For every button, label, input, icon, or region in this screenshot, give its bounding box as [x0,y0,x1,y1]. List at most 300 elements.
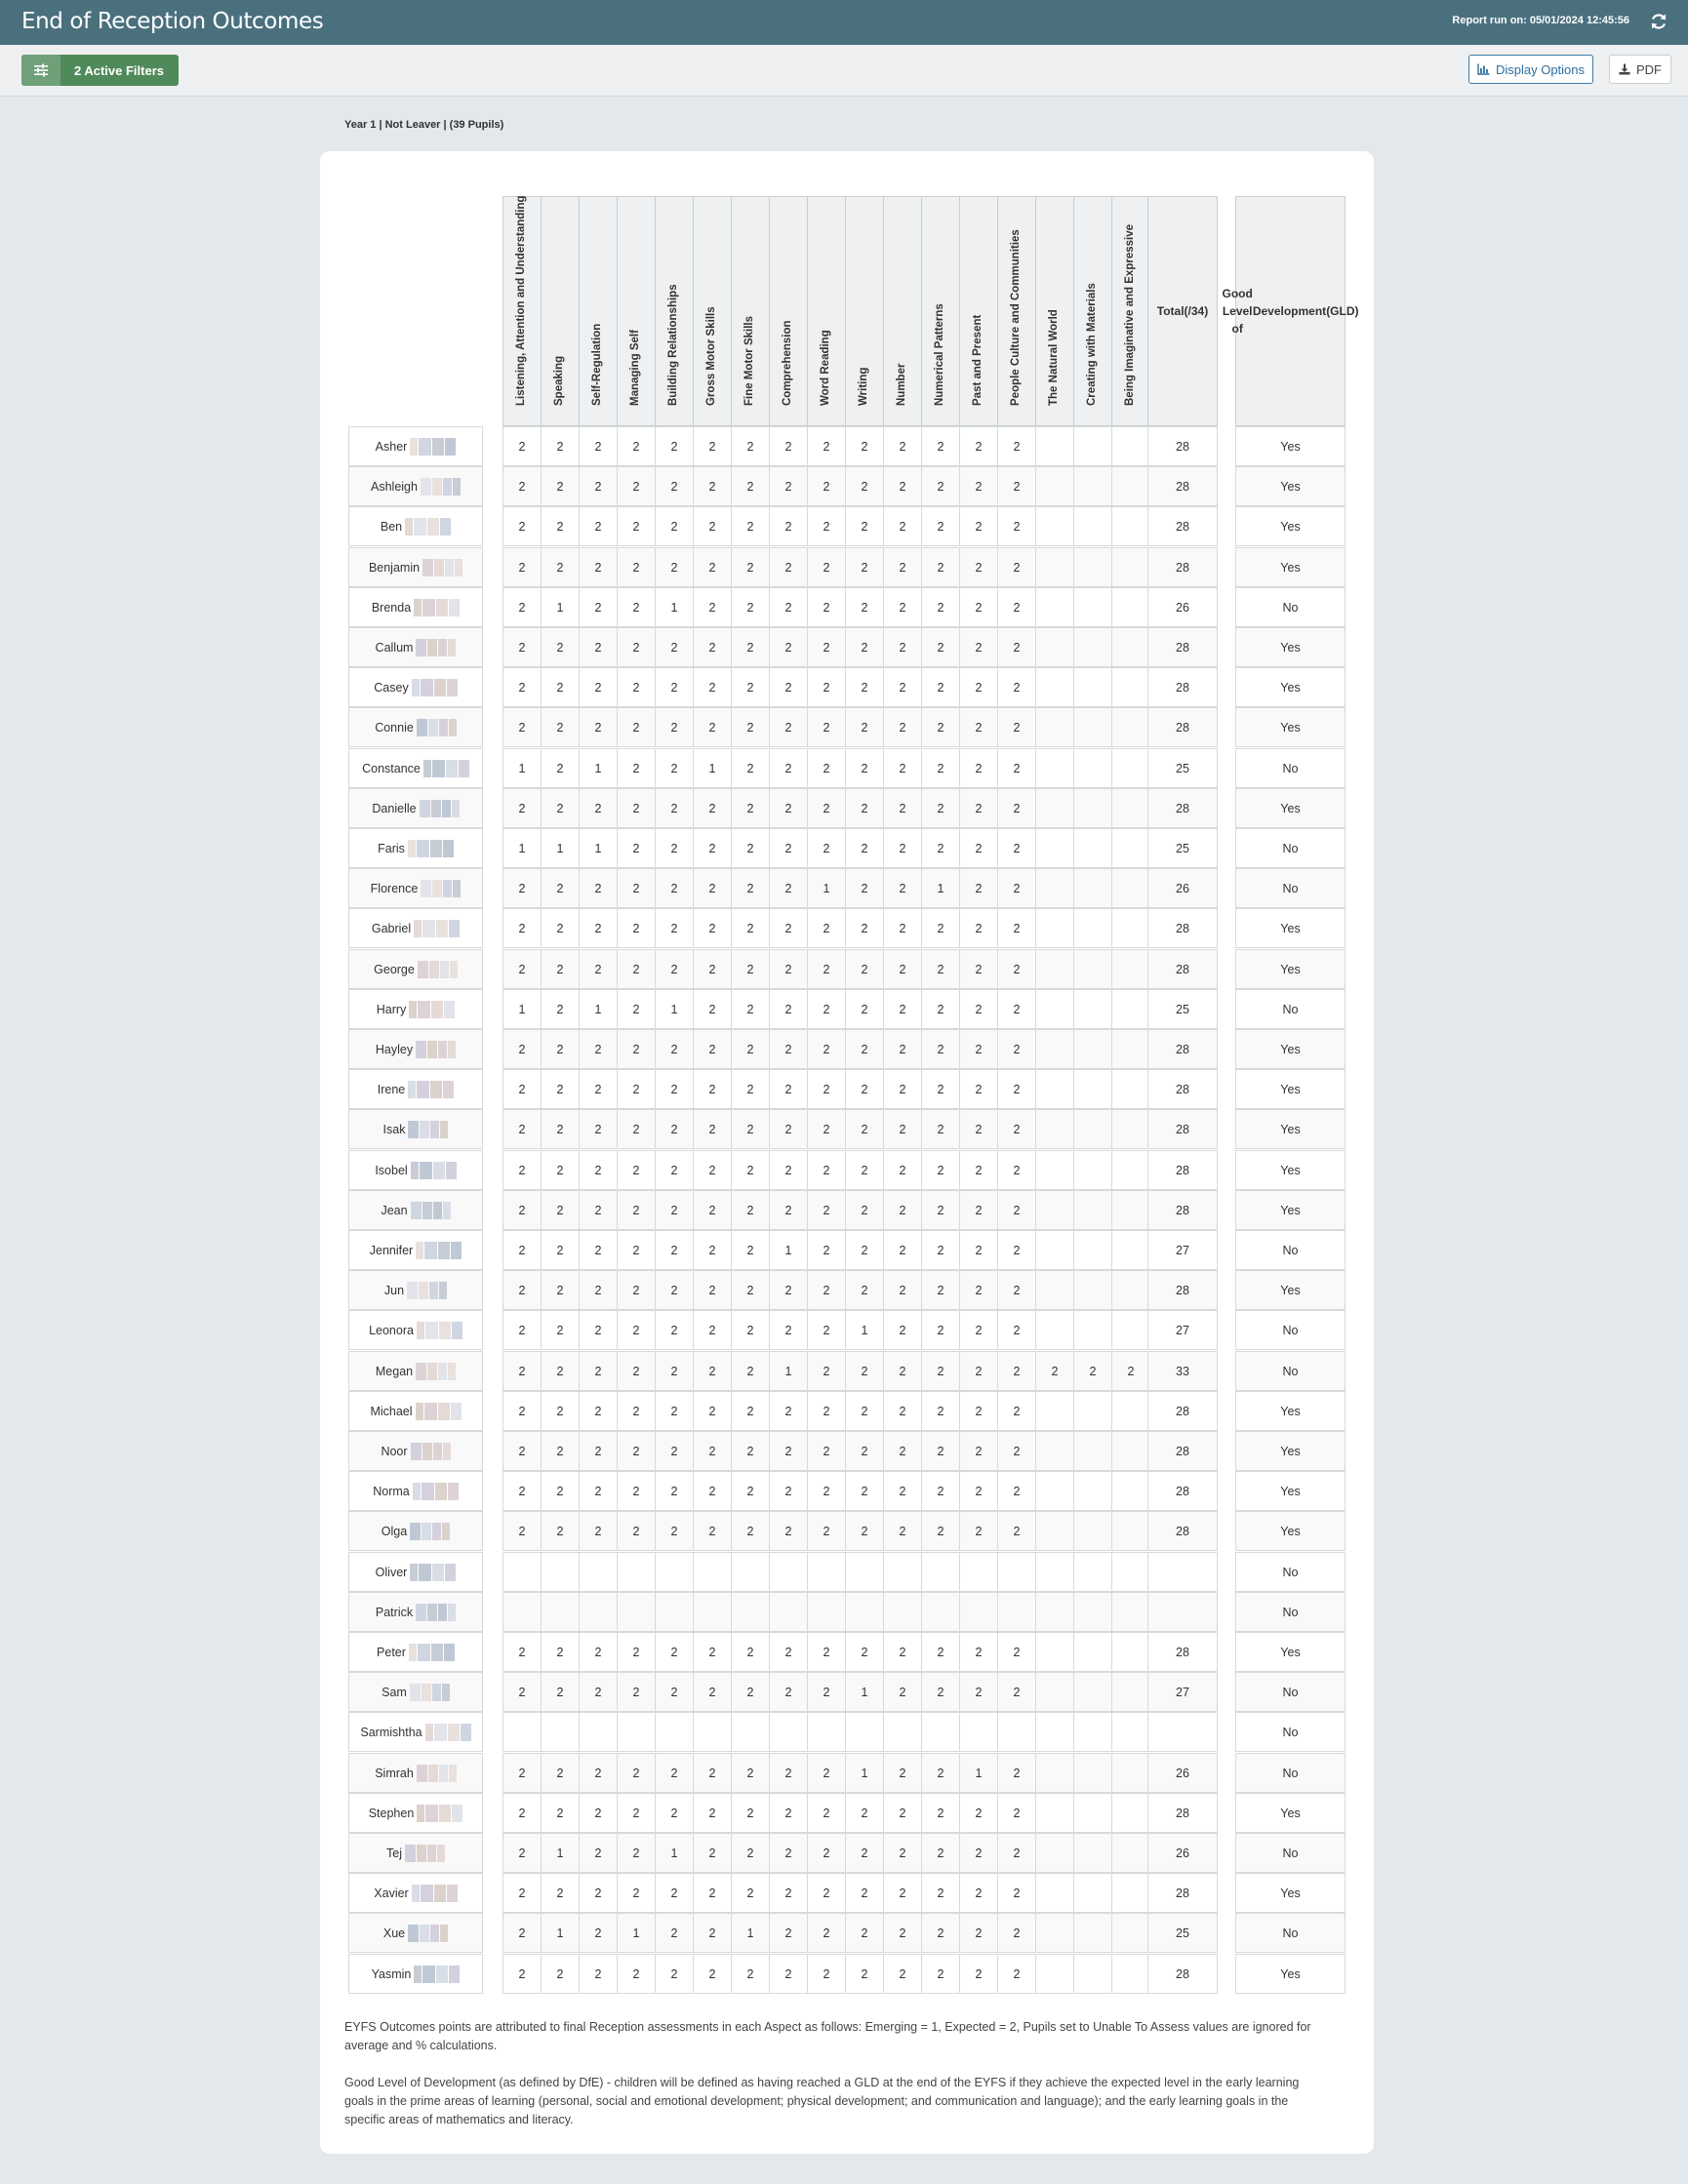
pupil-name-cell[interactable] [348,868,483,908]
pdf-button[interactable] [1609,55,1671,84]
score-cell [1111,908,1150,948]
pupil-name: Xue [382,1926,406,1940]
gld-cell: Yes [1235,1029,1346,1069]
score-cell: 2 [769,1632,808,1672]
score-cell: 2 [693,547,732,587]
score-cell: 2 [807,1913,846,1953]
score-cell: 2 [617,908,656,948]
score-cell: 2 [655,466,694,506]
active-filters-button[interactable] [21,55,179,86]
score-cell: 2 [502,1351,542,1391]
score-cell: 2 [883,1230,922,1270]
column-header-label: People Culture and Communities [1010,229,1022,406]
score-cell: 2 [579,667,618,707]
score-cell: 2 [769,989,808,1029]
score-cell [1111,748,1150,788]
pupil-name-cell[interactable] [348,1471,483,1511]
redacted-surname [417,961,458,978]
score-cell: 2 [731,627,770,667]
score-cell [1073,1954,1112,1994]
redacted-surname [407,1925,448,1942]
score-cell: 2 [997,466,1036,506]
score-cell: 2 [693,1753,732,1793]
total-cell: 26 [1147,1833,1218,1873]
score-cell [1073,1592,1112,1632]
score-cell: 2 [655,1230,694,1270]
gld-cell: Yes [1235,788,1346,828]
score-cell: 2 [807,466,846,506]
redacted-surname [413,1966,460,1983]
score-cell: 2 [731,1793,770,1833]
page-title: End of Reception Outcomes [21,9,324,34]
redacted-surname [416,1322,462,1339]
pdf-label: PDF [1636,61,1662,77]
score-cell: 2 [655,1150,694,1190]
score-cell: 2 [769,1431,808,1471]
pupil-name-cell[interactable] [348,1190,483,1230]
pupil-name-cell[interactable] [348,707,483,747]
pupil-name: Casey [374,680,409,695]
pupil-name-cell[interactable] [348,828,483,868]
score-cell: 2 [731,1511,770,1551]
download-icon [1619,63,1630,75]
score-cell [1111,1672,1150,1712]
score-cell: 2 [921,1391,960,1431]
gld-cell: No [1235,1310,1346,1350]
score-cell: 2 [769,587,808,627]
score-cell [1073,989,1112,1029]
pupil-name-cell[interactable] [348,1431,483,1471]
score-cell: 2 [807,707,846,747]
score-cell [1035,1592,1074,1632]
score-cell: 2 [579,908,618,948]
score-cell: 2 [959,1270,998,1310]
gld-cell: No [1235,989,1346,1029]
redacted-surname [422,559,462,576]
score-cell: 2 [921,748,960,788]
score-cell [1111,949,1150,989]
score-cell [1111,1391,1150,1431]
score-cell [1073,1672,1112,1712]
score-cell: 2 [921,1310,960,1350]
score-cell: 2 [959,1190,998,1230]
score-cell [617,1552,656,1592]
pupil-name-cell[interactable] [348,1793,483,1833]
redacted-surname [408,1001,455,1018]
score-cell: 2 [959,1230,998,1270]
score-cell: 2 [807,1471,846,1511]
pupil-name-cell[interactable] [348,1351,483,1391]
score-cell: 2 [655,1471,694,1511]
pupil-name-cell[interactable] [348,748,483,788]
score-cell: 2 [655,1351,694,1391]
score-cell: 2 [921,1270,960,1310]
score-cell: 2 [617,506,656,546]
score-cell: 2 [769,1672,808,1712]
pupil-name-cell[interactable] [348,1833,483,1873]
score-cell [959,1592,998,1632]
score-cell: 2 [807,1753,846,1793]
score-cell: 2 [541,1431,580,1471]
score-cell [1111,788,1150,828]
column-header [883,196,922,426]
score-cell: 2 [807,1029,846,1069]
score-cell: 2 [997,868,1036,908]
score-cell: 2 [769,1029,808,1069]
score-cell: 2 [541,506,580,546]
score-cell: 2 [731,547,770,587]
score-cell: 2 [769,1310,808,1350]
total-cell: 28 [1147,1150,1218,1190]
score-cell: 2 [731,828,770,868]
score-cell: 1 [541,1833,580,1873]
pupil-name-cell[interactable] [348,547,483,587]
total-cell: 28 [1147,1471,1218,1511]
score-cell: 2 [921,1069,960,1109]
score-cell: 1 [845,1753,884,1793]
score-cell [579,1552,618,1592]
redacted-surname [406,1282,447,1299]
score-cell: 2 [579,627,618,667]
total-cell: 28 [1147,1511,1218,1551]
score-cell [1073,1190,1112,1230]
score-cell: 2 [921,788,960,828]
column-header-label: Fine Motor Skills [744,315,755,406]
score-cell: 1 [845,1310,884,1350]
score-cell: 1 [541,1913,580,1953]
score-cell [1073,1552,1112,1592]
score-cell: 2 [502,1029,542,1069]
score-cell [1035,1431,1074,1471]
toolbar [0,45,1688,97]
score-cell: 2 [921,466,960,506]
report-subtitle: Year 1 | Not Leaver | (39 Pupils) [344,119,504,131]
pupil-name-cell[interactable] [348,1954,483,1994]
score-cell: 2 [502,1270,542,1310]
score-cell: 2 [731,1230,770,1270]
score-cell: 2 [769,828,808,868]
refresh-icon[interactable] [1649,12,1668,31]
gld-cell: Yes [1235,1873,1346,1913]
score-cell: 2 [502,1230,542,1270]
score-cell: 2 [959,1029,998,1069]
score-cell: 2 [959,1833,998,1873]
score-cell: 2 [579,506,618,546]
pupil-name-cell[interactable] [348,949,483,989]
pupil-name-cell[interactable] [348,1391,483,1431]
score-cell: 2 [693,1391,732,1431]
total-cell: 28 [1147,1873,1218,1913]
pupil-name-cell[interactable] [348,1592,483,1632]
pupil-name-cell[interactable] [348,1913,483,1953]
score-cell [1035,466,1074,506]
gld-header-line: Development [1252,304,1327,318]
score-cell [1035,1793,1074,1833]
score-cell: 2 [693,868,732,908]
score-cell [1035,1552,1074,1592]
score-cell: 2 [541,1351,580,1391]
score-cell: 2 [997,1632,1036,1672]
score-cell [959,1552,998,1592]
pupil-name-cell[interactable] [348,1109,483,1149]
gld-cell: Yes [1235,1632,1346,1672]
score-cell: 2 [997,1753,1036,1793]
score-cell [1111,466,1150,506]
score-cell: 2 [883,1511,922,1551]
pupil-name-cell[interactable] [348,426,483,466]
score-cell: 2 [693,989,732,1029]
score-cell: 1 [845,1672,884,1712]
score-cell [1073,1712,1112,1752]
score-cell [883,1592,922,1632]
total-cell: 27 [1147,1672,1218,1712]
score-cell: 2 [921,1230,960,1270]
score-cell: 2 [731,788,770,828]
score-cell: 2 [921,828,960,868]
score-cell: 2 [883,667,922,707]
score-cell: 2 [502,1471,542,1511]
pupil-name: Jean [381,1203,408,1217]
score-cell: 2 [883,1672,922,1712]
score-cell: 2 [617,587,656,627]
score-cell: 2 [807,1431,846,1471]
score-cell: 2 [693,1150,732,1190]
score-cell: 2 [502,1190,542,1230]
score-cell: 2 [807,627,846,667]
score-cell [1073,1833,1112,1873]
score-cell: 1 [541,828,580,868]
score-cell [1035,506,1074,546]
score-cell: 2 [769,506,808,546]
score-cell: 2 [959,1793,998,1833]
score-cell: 2 [921,1873,960,1913]
score-cell: 2 [997,1109,1036,1149]
column-header-label: Word Reading [820,330,831,406]
score-cell: 2 [845,1150,884,1190]
score-cell: 2 [769,1833,808,1873]
score-cell: 2 [655,1793,694,1833]
pupil-name: Leonora [369,1323,414,1337]
pupil-name-cell[interactable] [348,1672,483,1712]
score-cell: 1 [502,828,542,868]
pupil-name-cell[interactable] [348,1270,483,1310]
score-cell: 2 [807,1632,846,1672]
score-cell: 2 [541,1471,580,1511]
score-cell: 2 [883,547,922,587]
gld-cell: Yes [1235,1190,1346,1230]
score-cell: 2 [617,1029,656,1069]
gld-cell: No [1235,1351,1346,1391]
pupil-name-cell[interactable] [348,908,483,948]
score-cell: 2 [769,466,808,506]
score-cell: 2 [617,1351,656,1391]
pupil-name: Tej [386,1846,402,1860]
redacted-surname [413,920,460,937]
score-cell [541,1552,580,1592]
pupil-name-cell[interactable] [348,667,483,707]
gld-cell: Yes [1235,426,1346,466]
score-cell [1111,1712,1150,1752]
pupil-name-cell[interactable] [348,1873,483,1913]
column-header [731,196,770,426]
pupil-name-cell[interactable] [348,506,483,546]
score-cell [997,1712,1036,1752]
score-cell [1111,1511,1150,1551]
pupil-name-cell[interactable] [348,1310,483,1350]
score-cell: 2 [883,1873,922,1913]
score-cell [1035,707,1074,747]
score-cell: 2 [655,1873,694,1913]
display-options-button[interactable] [1468,55,1593,84]
score-cell: 2 [959,1150,998,1190]
score-cell [693,1712,732,1752]
score-cell [1111,1150,1150,1190]
score-cell: 2 [769,949,808,989]
score-cell: 2 [921,587,960,627]
score-cell: 2 [997,1511,1036,1551]
score-cell: 2 [541,1954,580,1994]
score-cell: 2 [541,667,580,707]
pupil-name-cell[interactable] [348,587,483,627]
score-cell [1073,949,1112,989]
score-cell: 2 [502,707,542,747]
score-cell: 2 [541,707,580,747]
pupil-name: George [374,962,415,976]
score-cell: 2 [921,1351,960,1391]
score-cell: 2 [883,1431,922,1471]
gld-cell: Yes [1235,547,1346,587]
redacted-surname [407,1121,448,1138]
score-cell: 2 [502,1672,542,1712]
score-cell: 2 [502,547,542,587]
pupil-name: Xavier [374,1886,409,1900]
score-cell: 2 [731,748,770,788]
pupil-name-cell[interactable] [348,466,483,506]
score-cell: 2 [845,1109,884,1149]
score-cell: 2 [731,868,770,908]
pupil-name-cell[interactable] [348,1230,483,1270]
score-cell: 2 [769,627,808,667]
score-cell [1111,1954,1150,1994]
redacted-surname [413,599,460,616]
total-column-header [1147,196,1218,426]
score-cell [1111,506,1150,546]
score-cell: 2 [959,1351,998,1391]
gld-cell: Yes [1235,949,1346,989]
score-cell [1111,707,1150,747]
score-cell: 2 [617,1270,656,1310]
score-cell: 2 [997,587,1036,627]
pupil-name-cell[interactable] [348,989,483,1029]
score-cell: 2 [693,1431,732,1471]
pupil-name-cell[interactable] [348,1029,483,1069]
pupil-name: Faris [378,841,405,855]
score-cell [1035,828,1074,868]
pupil-name-cell[interactable] [348,788,483,828]
total-cell: 27 [1147,1310,1218,1350]
pupil-name-cell[interactable] [348,1712,483,1752]
score-cell: 2 [579,1793,618,1833]
score-cell: 2 [502,1833,542,1873]
total-cell: 27 [1147,1230,1218,1270]
score-cell: 2 [997,828,1036,868]
score-cell [1111,1632,1150,1672]
score-cell: 2 [997,1672,1036,1712]
gld-cell: Yes [1235,908,1346,948]
score-cell [1035,1913,1074,1953]
column-header [693,196,732,426]
score-cell: 2 [541,868,580,908]
score-cell: 2 [883,1954,922,1994]
score-cell: 2 [845,547,884,587]
pupil-name-cell[interactable] [348,1753,483,1793]
total-header-line: (/34) [1184,304,1209,318]
score-cell: 2 [731,1270,770,1310]
sliders-icon [21,55,60,86]
score-cell: 2 [883,828,922,868]
score-cell: 2 [921,1632,960,1672]
score-cell: 2 [883,908,922,948]
redacted-surname [415,1041,456,1058]
score-cell [1073,506,1112,546]
column-header-label: Past and Present [972,314,984,406]
score-cell: 2 [617,949,656,989]
pupil-name-cell[interactable] [348,1632,483,1672]
score-cell: 2 [845,908,884,948]
pupil-name-cell[interactable] [348,1552,483,1592]
redacted-surname [409,1564,456,1581]
pupil-name-cell[interactable] [348,1069,483,1109]
score-cell: 2 [883,1351,922,1391]
score-cell: 2 [997,667,1036,707]
score-cell: 2 [921,1511,960,1551]
score-cell: 2 [883,949,922,989]
score-cell: 2 [997,1190,1036,1230]
score-cell [502,1592,542,1632]
score-cell: 2 [807,506,846,546]
score-cell: 2 [502,1150,542,1190]
score-cell [1035,426,1074,466]
score-cell [1035,547,1074,587]
score-cell [1073,1793,1112,1833]
score-cell: 2 [655,1109,694,1149]
redacted-surname [415,1604,456,1621]
score-cell: 2 [617,707,656,747]
score-cell [1073,868,1112,908]
total-cell: 28 [1147,1632,1218,1672]
score-cell: 2 [693,707,732,747]
score-cell: 2 [502,1913,542,1953]
gld-footnote: Good Level of Development (as defined by DfE) - children will be defined as having reached a GLD at the end of the EYFS if they achieve the expected level in the early learning goals in the prime areas of learning (personal, social and emotional development; physical development; and communication and language); and the early learning goals in the specific areas of mathematics and literacy. [344,2076,1300,2126]
pupil-name: Jun [383,1283,405,1297]
score-cell: 2 [807,587,846,627]
score-cell: 2 [997,1793,1036,1833]
score-cell: 2 [655,1069,694,1109]
gld-cell: No [1235,868,1346,908]
total-cell: 28 [1147,627,1218,667]
column-header-label: Writing [858,367,869,406]
pupil-name-cell[interactable] [348,1511,483,1551]
score-cell: 2 [845,1873,884,1913]
pupil-name-cell[interactable] [348,627,483,667]
score-cell: 2 [502,667,542,707]
column-header [579,196,618,426]
score-cell: 2 [502,1069,542,1109]
pupil-name-cell[interactable] [348,1150,483,1190]
score-cell: 2 [731,466,770,506]
score-cell [1035,1029,1074,1069]
score-cell: 1 [655,989,694,1029]
